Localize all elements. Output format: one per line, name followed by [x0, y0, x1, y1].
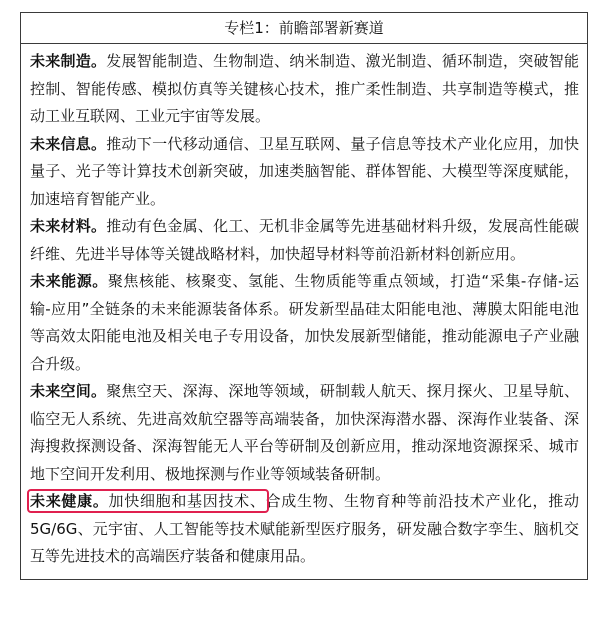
highlight-box	[30, 492, 266, 510]
box-title: 专栏1：前瞻部署新赛道	[21, 13, 587, 44]
entry-heading: 未来制造。	[30, 52, 107, 70]
entry-text: 聚焦核能、核聚变、氢能、生物质能等重点领域，打造“采集-存储-运输-应用”全链条的未来能源装备体系。研发新型晶硅太阳能电池、薄膜太阳能电池等高效太阳能电池及相关电子专用设备，加快发展新型储能，推动能源电子产业融合升级。	[30, 272, 579, 373]
entry-health	[30, 488, 579, 571]
entry-heading: 未来健康。	[30, 492, 109, 510]
entry-text: 推动有色金属、化工、无机非金属等先进基础材料升级，发展高性能碳纤维、先进半导体等关键战略材料，加快超导材料等前沿新材料创新应用。	[30, 217, 579, 263]
entry-manufacturing	[30, 48, 579, 131]
entry-heading: 未来能源。	[30, 272, 108, 290]
entry-information	[30, 131, 579, 214]
entry-text: 推动下一代移动通信、卫星互联网、量子信息等技术产业化应用，加快量子、光子等计算技术创新突破，加速类脑智能、群体智能、大模型等深度赋能，加速培育智能产业。	[30, 134, 579, 208]
entry-energy	[30, 268, 579, 378]
entry-text: 聚焦空天、深海、深地等领域，研制载人航天、探月探火、卫星导航、临空无人系统、先进高效航空器等高端装备，加快深海潜水器、深海作业装备、深海搜救探测设备、深海智能无人平台等研制及创新应用，推动深地资源探采、城市地下空间开发利用、极地探测与作业等领域装备研制。	[30, 382, 579, 483]
entry-heading: 未来空间。	[30, 382, 107, 400]
highlighted-text: 加快细胞和基因技术、	[108, 492, 266, 510]
box-body	[21, 44, 587, 579]
entry-space	[30, 378, 579, 488]
entry-text: 合成生物、生物育种等前沿技术产业化，推动5G/6G、元宇宙、人工智能等技术赋能新型医疗服务，研发融合数字孪生、脑机交互等先进技术的高端医疗装备和健康用品。	[30, 492, 579, 565]
entry-heading: 未来材料。	[30, 217, 107, 235]
entry-heading: 未来信息。	[30, 134, 107, 153]
entry-text: 发展智能制造、生物制造、纳米制造、激光制造、循环制造，突破智能控制、智能传感、模拟仿真等关键核心技术，推广柔性制造、共享制造等模式，推动工业互联网、工业元宇宙等发展。	[30, 52, 579, 125]
entry-materials	[30, 213, 579, 268]
feature-box	[20, 12, 588, 580]
